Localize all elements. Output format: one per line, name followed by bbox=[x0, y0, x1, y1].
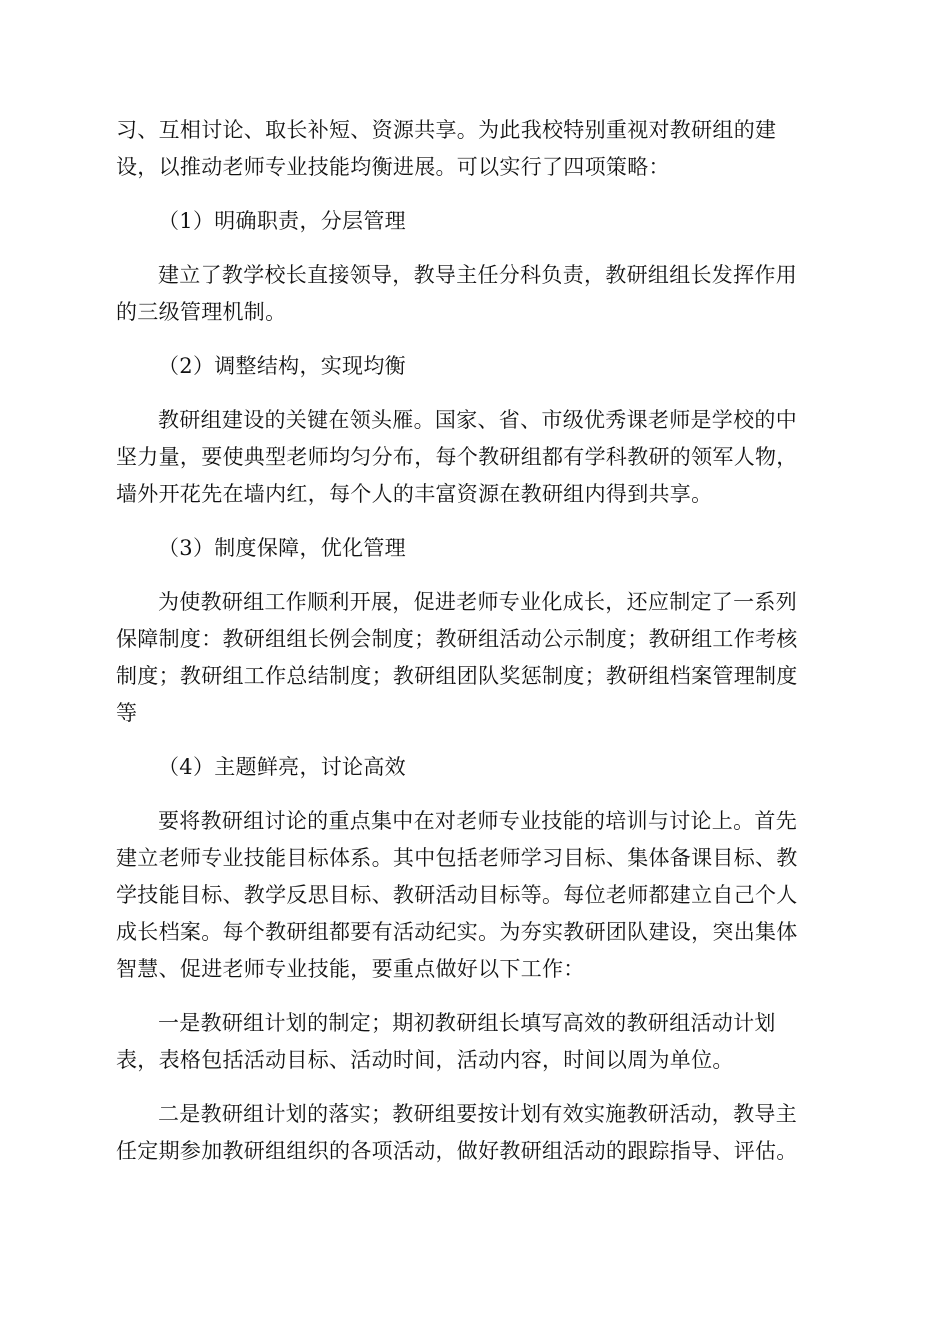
text-line: 要将教研组讨论的重点集中在对老师专业技能的培训与讨论上。首先 bbox=[158, 809, 797, 833]
document-body bbox=[116, 112, 836, 1187]
section-heading-4: （4）主题鲜亮，讨论高效 bbox=[158, 755, 406, 779]
text-line: 习、互相讨论、取长补短、资源共享。为此我校特别重视对教研组的建 bbox=[116, 118, 777, 142]
text-line: 保障制度：教研组组长例会制度；教研组活动公示制度；教研组工作考核 bbox=[116, 627, 798, 651]
section-heading-1: （1）明确职责，分层管理 bbox=[158, 209, 406, 233]
text-line: 坚力量，要使典型老师均匀分布，每个教研组都有学科教研的领军人物， bbox=[116, 445, 798, 469]
section-paragraph-3 bbox=[116, 584, 836, 732]
text-line: 一是教研组计划的制定；期初教研组长填写高效的教研组活动计划 bbox=[158, 1011, 776, 1035]
text-line: 智慧、促进老师专业技能，要重点做好以下工作： bbox=[116, 957, 585, 981]
text-line: 设，以推动老师专业技能均衡进展。可以实行了四项策略： bbox=[116, 155, 670, 179]
text-line: 表，表格包括活动目标、活动时间，活动内容，时间以周为单位。 bbox=[116, 1048, 734, 1072]
text-line: 的三级管理机制。 bbox=[116, 300, 287, 324]
section-paragraph-4 bbox=[116, 803, 836, 988]
text-line: 学技能目标、教学反思目标、教研活动目标等。每位老师都建立自己个人 bbox=[116, 883, 798, 907]
text-line: 任定期参加教研组组织的各项活动，做好教研组活动的跟踪指导、评估。 bbox=[116, 1139, 798, 1163]
section-paragraph-1 bbox=[116, 257, 836, 331]
work-item-1 bbox=[116, 1005, 836, 1079]
work-item-2 bbox=[116, 1096, 836, 1170]
text-line: 成长档案。每个教研组都要有活动纪实。为夯实教研团队建设，突出集体 bbox=[116, 920, 798, 944]
text-line: 制度；教研组工作总结制度；教研组团队奖惩制度；教研组档案管理制度 bbox=[116, 664, 798, 688]
text-line: 教研组建设的关键在领头雁。国家、省、市级优秀课老师是学校的中 bbox=[158, 408, 797, 432]
text-line: 建立了教学校长直接领导，教导主任分科负责，教研组组长发挥作用 bbox=[158, 263, 797, 287]
section-paragraph-2 bbox=[116, 402, 836, 513]
text-line: 为使教研组工作顺利开展，促进老师专业化成长，还应制定了一系列 bbox=[158, 590, 797, 614]
section-heading-3: （3）制度保障，优化管理 bbox=[158, 536, 406, 560]
text-line: 二是教研组计划的落实；教研组要按计划有效实施教研活动，教导主 bbox=[158, 1102, 797, 1126]
intro-paragraph bbox=[116, 112, 836, 186]
text-line: 等 bbox=[116, 701, 138, 725]
text-line: 建立老师专业技能目标体系。其中包括老师学习目标、集体备课目标、教 bbox=[116, 846, 798, 870]
section-heading-2: （2）调整结构，实现均衡 bbox=[158, 354, 406, 378]
text-line: 墙外开花先在墙内红，每个人的丰富资源在教研组内得到共享。 bbox=[116, 482, 713, 506]
